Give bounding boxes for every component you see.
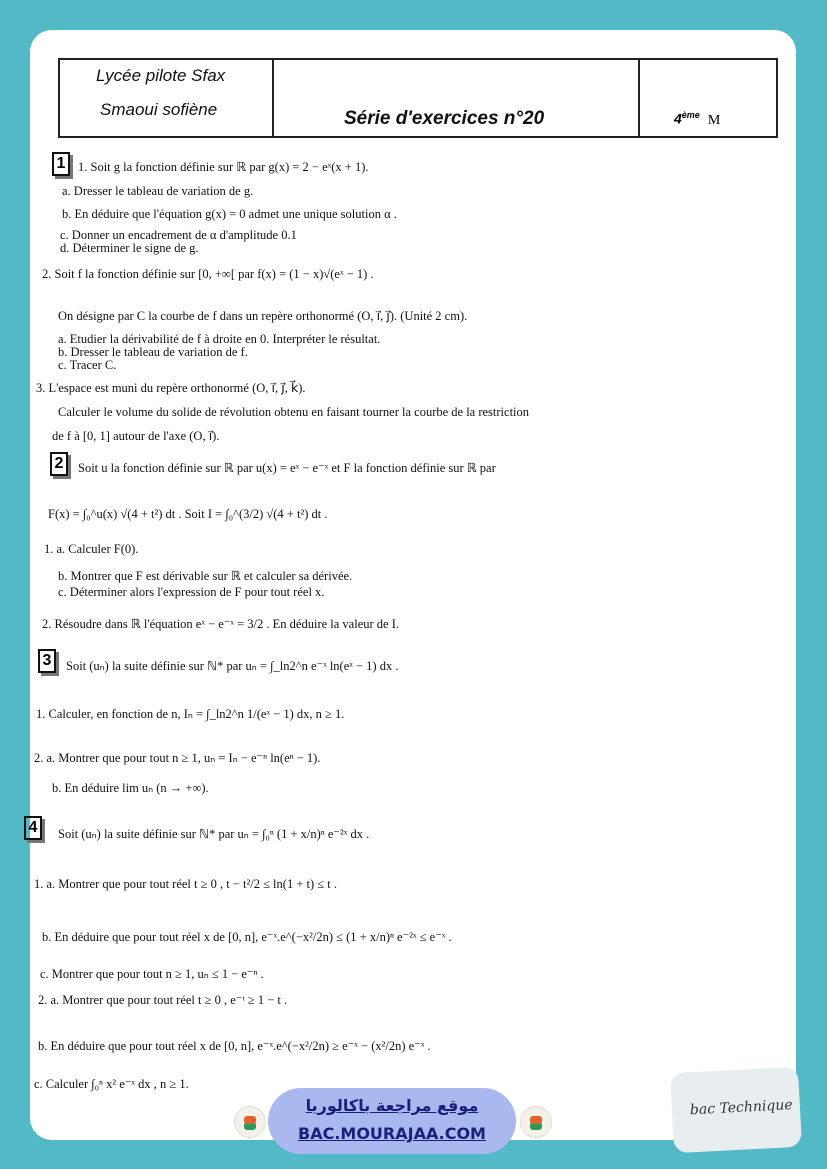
ex1-item-b: b. En déduire que l'équation g(x) = 0 admet une unique solution α . [62, 207, 397, 221]
ex1-line-3: 3. L'espace est muni du repère orthonormé (O, i⃗, j⃗, k⃗). [36, 381, 306, 395]
header-title-cell [274, 60, 640, 136]
ex4-line-1c: c. Montrer que pour tout n ≥ 1, uₙ ≤ 1 − e⁻ⁿ . [40, 967, 264, 981]
ex1-item-c: c. Donner un encadrement de α d'amplitude 0.1 [60, 228, 297, 242]
exercise-sheet [30, 30, 796, 1140]
ex1-line-2a: a. Etudier la dérivabilité de f à droite en 0. Interpréter le résultat. [58, 332, 381, 346]
ex3-line-0: Soit (uₙ) la suite définie sur ℕ* par uₙ = ∫_ln2^n e⁻ˣ ln(eˣ − 1) dx . [66, 659, 399, 673]
ex1-line-2b: On désigne par C la courbe de f dans un repère orthonormé (O, i⃗, j⃗). (Unité 2 cm). [58, 309, 468, 323]
class-level: 4ème M [674, 110, 721, 128]
left-site-logo-icon [234, 1106, 266, 1138]
ex2-line-2: 2. Résoudre dans ℝ l'équation eˣ − e⁻ˣ = 3/2 . En déduire la valeur de I. [42, 617, 399, 631]
ex2-line-1c: c. Déterminer alors l'expression de F pour tout réel x. [58, 585, 325, 599]
ex4-line-2c: c. Calculer ∫₀ⁿ x² e⁻ˣ dx , n ≥ 1. [34, 1077, 189, 1091]
ex3-line-2b: b. En déduire lim uₙ (n → +∞). [52, 781, 209, 795]
ex1-item-d: d. Déterminer le signe de g. [60, 241, 199, 255]
exercise-number-2: 2 [50, 452, 68, 476]
series-title: Série d'exercices n°20 [344, 108, 545, 129]
ex1-line-2c: c. Tracer C. [58, 358, 117, 372]
ex2-line-0b: F(x) = ∫₀^u(x) √(4 + t²) dt . Soit I = ∫₀^(3/2) √(4 + t²) dt . [48, 507, 328, 521]
school-name: Lycée pilote Sfax [96, 66, 226, 85]
ex4-line-0: Soit (uₙ) la suite définie sur ℕ* par uₙ = ∫₀ⁿ (1 + x/n)ⁿ e⁻²ˣ dx . [58, 827, 370, 841]
ex1-line-2: 2. Soit f la fonction définie sur [0, +∞[ par f(x) = (1 − x)√(eˣ − 1) . [42, 267, 374, 281]
site-banner[interactable] [268, 1088, 516, 1154]
ex1-item-a: a. Dresser le tableau de variation de g. [62, 184, 254, 198]
teacher-name: Smaoui sofiène [100, 100, 218, 119]
ex1-line-3c: de f à [0, 1] autour de l'axe (O, i⃗). [52, 429, 220, 443]
right-site-logo-icon [520, 1106, 552, 1138]
ex4-line-1b: b. En déduire que pour tout réel x de [0, n], e⁻ˣ.e^(−x²/2n) ≤ (1 + x/n)ⁿ e⁻²ˣ ≤ e⁻ˣ . [42, 930, 452, 944]
ex2-line-1a: 1. a. Calculer F(0). [44, 542, 139, 556]
header-school-cell [60, 60, 274, 136]
stamp-text: bac Technique [689, 1097, 794, 1119]
ex3-line-2a: 2. a. Montrer que pour tout n ≥ 1, uₙ = Iₙ − e⁻ⁿ ln(eⁿ − 1). [34, 751, 321, 765]
ex4-line-1a: 1. a. Montrer que pour tout réel t ≥ 0 , t − t²/2 ≤ ln(1 + t) ≤ t . [34, 877, 337, 891]
header-table [58, 58, 778, 138]
ex1-line-1: 1. Soit g la fonction définie sur ℝ par g(x) = 2 − eˣ(x + 1). [78, 160, 369, 174]
ex1-line-3b: Calculer le volume du solide de révolution obtenu en faisant tourner la courbe de la restriction [58, 405, 530, 419]
ex4-line-2b: b. En déduire que pour tout réel x de [0, n], e⁻ˣ.e^(−x²/2n) ≥ e⁻ˣ − (x²/2n) e⁻ˣ . [38, 1039, 431, 1053]
ex3-line-1: 1. Calculer, en fonction de n, Iₙ = ∫_ln2^n 1/(eˣ − 1) dx, n ≥ 1. [36, 707, 345, 721]
bac-technique-stamp [670, 1067, 802, 1154]
ex1-line-2bb: b. Dresser le tableau de variation de f. [58, 345, 248, 359]
ex2-line-0: Soit u la fonction définie sur ℝ par u(x) = eˣ − e⁻ˣ et F la fonction définie sur ℝ par [78, 461, 496, 475]
ex4-line-2a: 2. a. Montrer que pour tout réel t ≥ 0 , e⁻ᵗ ≥ 1 − t . [38, 993, 288, 1007]
exercise-number-3: 3 [38, 649, 56, 673]
site-name-arabic[interactable]: موقع مراجعة باكالوريا [305, 1096, 479, 1115]
ex2-line-1b: b. Montrer que F est dérivable sur ℝ et calculer sa dérivée. [58, 569, 353, 583]
site-url-link[interactable]: BAC.MOURAJAA.COM [298, 1124, 486, 1143]
exercise-number-4: 4 [24, 816, 42, 840]
exercise-number-1: 1 [52, 152, 70, 176]
